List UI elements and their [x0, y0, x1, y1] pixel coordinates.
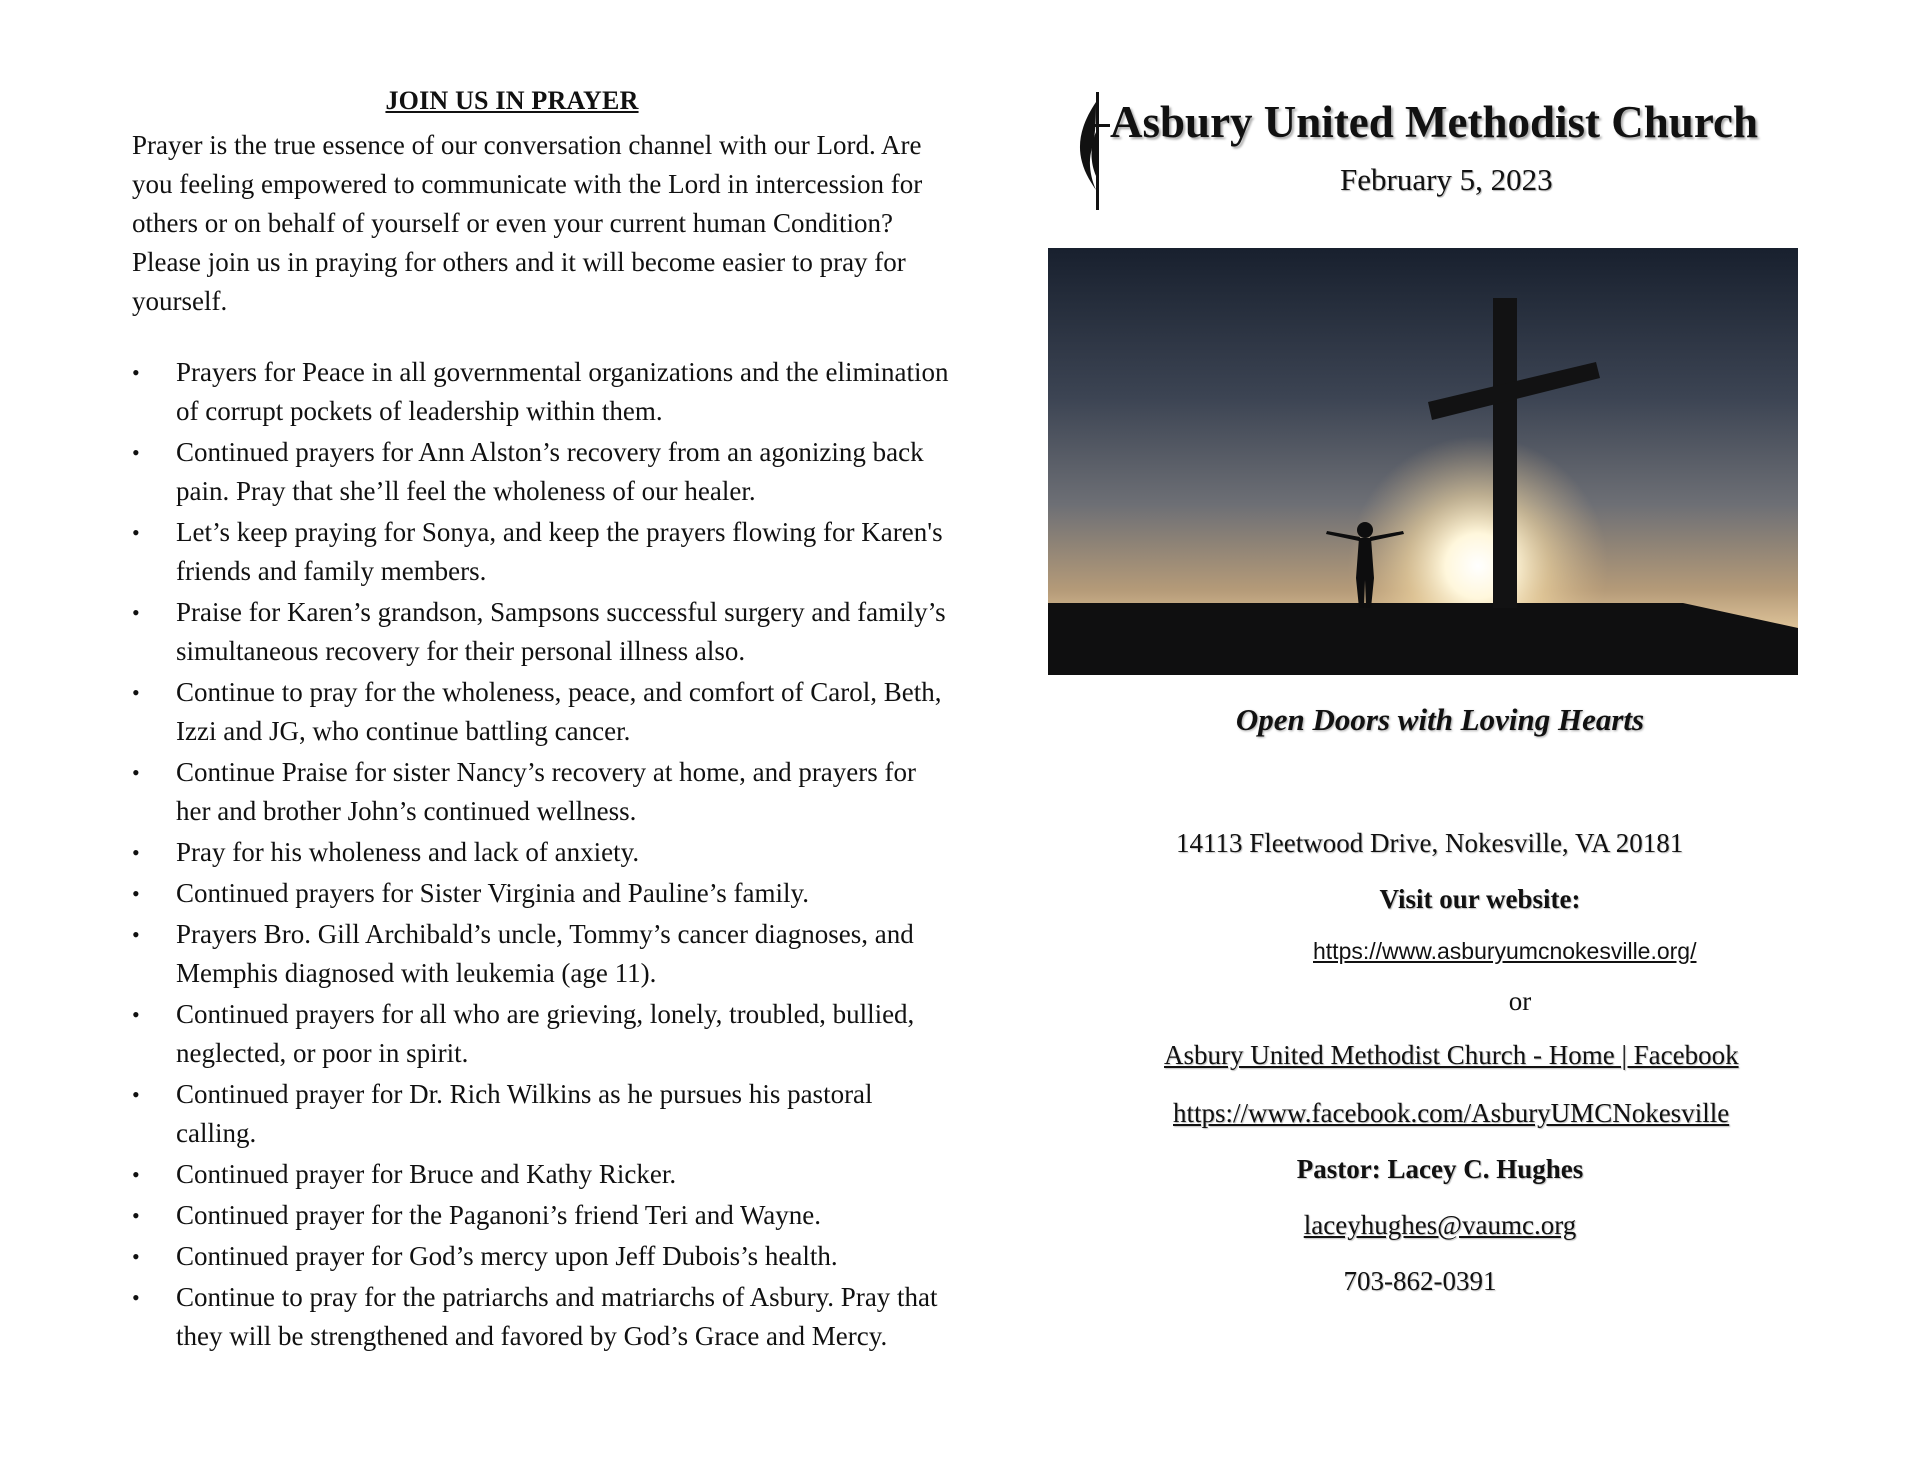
bullet-icon: •: [132, 760, 140, 785]
pastor-email-link[interactable]: laceyhughes@vaumc.org: [1303, 1210, 1577, 1240]
bullet-icon: •: [132, 600, 140, 625]
bullet-icon: •: [132, 1002, 140, 1027]
facebook-page-link[interactable]: Asbury United Methodist Church - Home | Facebook: [1164, 1040, 1739, 1070]
prayer-item-text: Continued prayer for Dr. Rich Wilkins as he pursues his pastoral calling.: [176, 1079, 873, 1148]
prayer-item-text: Prayers for Peace in all governmental organizations and the elimination of corrupt pockets of leadership within them.: [176, 357, 949, 426]
tagline: Open Doors with Loving Hearts: [1235, 702, 1645, 737]
list-item: [132, 1278, 952, 1356]
prayer-item-text: Continue to pray for the patriarchs and matriarchs of Asbury. Pray that they will be strengthened and favored by God’s Grace and Mercy.: [176, 1282, 938, 1351]
church-address: 14113 Fleetwood Drive, Nokesville, VA 20181: [1176, 828, 1684, 858]
prayer-item-text: Continue to pray for the wholeness, peace, and comfort of Carol, Beth, Izzi and JG, who continue battling cancer.: [176, 677, 942, 746]
bullet-icon: •: [132, 1162, 140, 1187]
bullet-icon: •: [132, 440, 140, 465]
prayer-item-text: Continued prayers for all who are grieving, lonely, troubled, bullied, neglected, or poor in spirit.: [176, 999, 915, 1068]
visit-website-label: Visit our website:: [1379, 884, 1581, 914]
prayer-heading: JOIN US IN PRAYER: [385, 86, 639, 115]
list-item: [132, 353, 952, 431]
list-item: [132, 995, 952, 1073]
website-link[interactable]: https://www.asburyumcnokesville.org/: [1313, 938, 1697, 964]
bullet-icon: •: [132, 1244, 140, 1269]
prayer-intro: Prayer is the true essence of our conversation channel with our Lord. Are you feeling empowered to communicate with the Lord in intercession for others or on behalf of yourself or even your current human Condition? Please join us in praying for others and it will become easier to pray for yourself.: [132, 130, 923, 316]
prayer-item-text: Continued prayers for Ann Alston’s recovery from an agonizing back pain. Pray that she’ll feel the wholeness of our healer.: [176, 437, 924, 506]
church-name: Asbury United Methodist Church: [1110, 97, 1758, 147]
list-item: [132, 1196, 952, 1235]
list-item: [132, 433, 952, 511]
prayer-item-text: Continued prayers for Sister Virginia and Pauline’s family.: [176, 878, 810, 908]
prayer-item-text: Continued prayer for Bruce and Kathy Ricker.: [176, 1159, 677, 1189]
prayer-panel: [132, 86, 952, 1358]
list-item: [132, 593, 952, 671]
cross-and-flame-icon: [1074, 92, 1114, 210]
prayer-item-text: Continue Praise for sister Nancy’s recovery at home, and prayers for her and brother John’s continued wellness.: [176, 757, 917, 826]
bullet-icon: •: [132, 1082, 140, 1107]
prayer-item-text: Pray for his wholeness and lack of anxiety.: [176, 837, 640, 867]
facebook-url-link[interactable]: https://www.facebook.com/AsburyUMCNokesville: [1173, 1098, 1730, 1128]
list-item: [132, 915, 952, 993]
prayer-list: [132, 353, 952, 1356]
bullet-icon: •: [132, 1203, 140, 1228]
list-item: [132, 673, 952, 751]
bullet-icon: •: [132, 922, 140, 947]
list-item: [132, 833, 952, 872]
list-item: [132, 753, 952, 831]
bullet-icon: •: [132, 1285, 140, 1310]
bullet-icon: •: [132, 680, 140, 705]
list-item: [132, 1155, 952, 1194]
prayer-item-text: Continued prayer for God’s mercy upon Jeff Dubois’s health.: [176, 1241, 838, 1271]
cover-panel: [1040, 80, 1860, 1380]
service-date: February 5, 2023: [1340, 162, 1553, 197]
list-item: [132, 513, 952, 591]
prayer-item-text: Continued prayer for the Paganoni’s friend Teri and Wayne.: [176, 1200, 822, 1230]
bullet-icon: •: [132, 840, 140, 865]
list-item: [132, 1075, 952, 1153]
list-item: [132, 874, 952, 913]
cross-silhouette-sunset-image: [1048, 248, 1798, 675]
bullet-icon: •: [132, 881, 140, 906]
prayer-item-text: Prayers Bro. Gill Archibald’s uncle, Tommy’s cancer diagnoses, and Memphis diagnosed with leukemia (age 11).: [176, 919, 914, 988]
pastor-name: Pastor: Lacey C. Hughes: [1296, 1154, 1584, 1184]
church-phone: 703-862-0391: [1343, 1266, 1497, 1296]
list-item: [132, 1237, 952, 1276]
bullet-icon: •: [132, 520, 140, 545]
or-separator: or: [1508, 986, 1532, 1016]
bullet-icon: •: [132, 360, 140, 385]
prayer-item-text: Let’s keep praying for Sonya, and keep the prayers flowing for Karen's friends and family members.: [176, 517, 943, 586]
prayer-item-text: Praise for Karen’s grandson, Sampsons successful surgery and family’s simultaneous recovery for their personal illness also.: [176, 597, 946, 666]
